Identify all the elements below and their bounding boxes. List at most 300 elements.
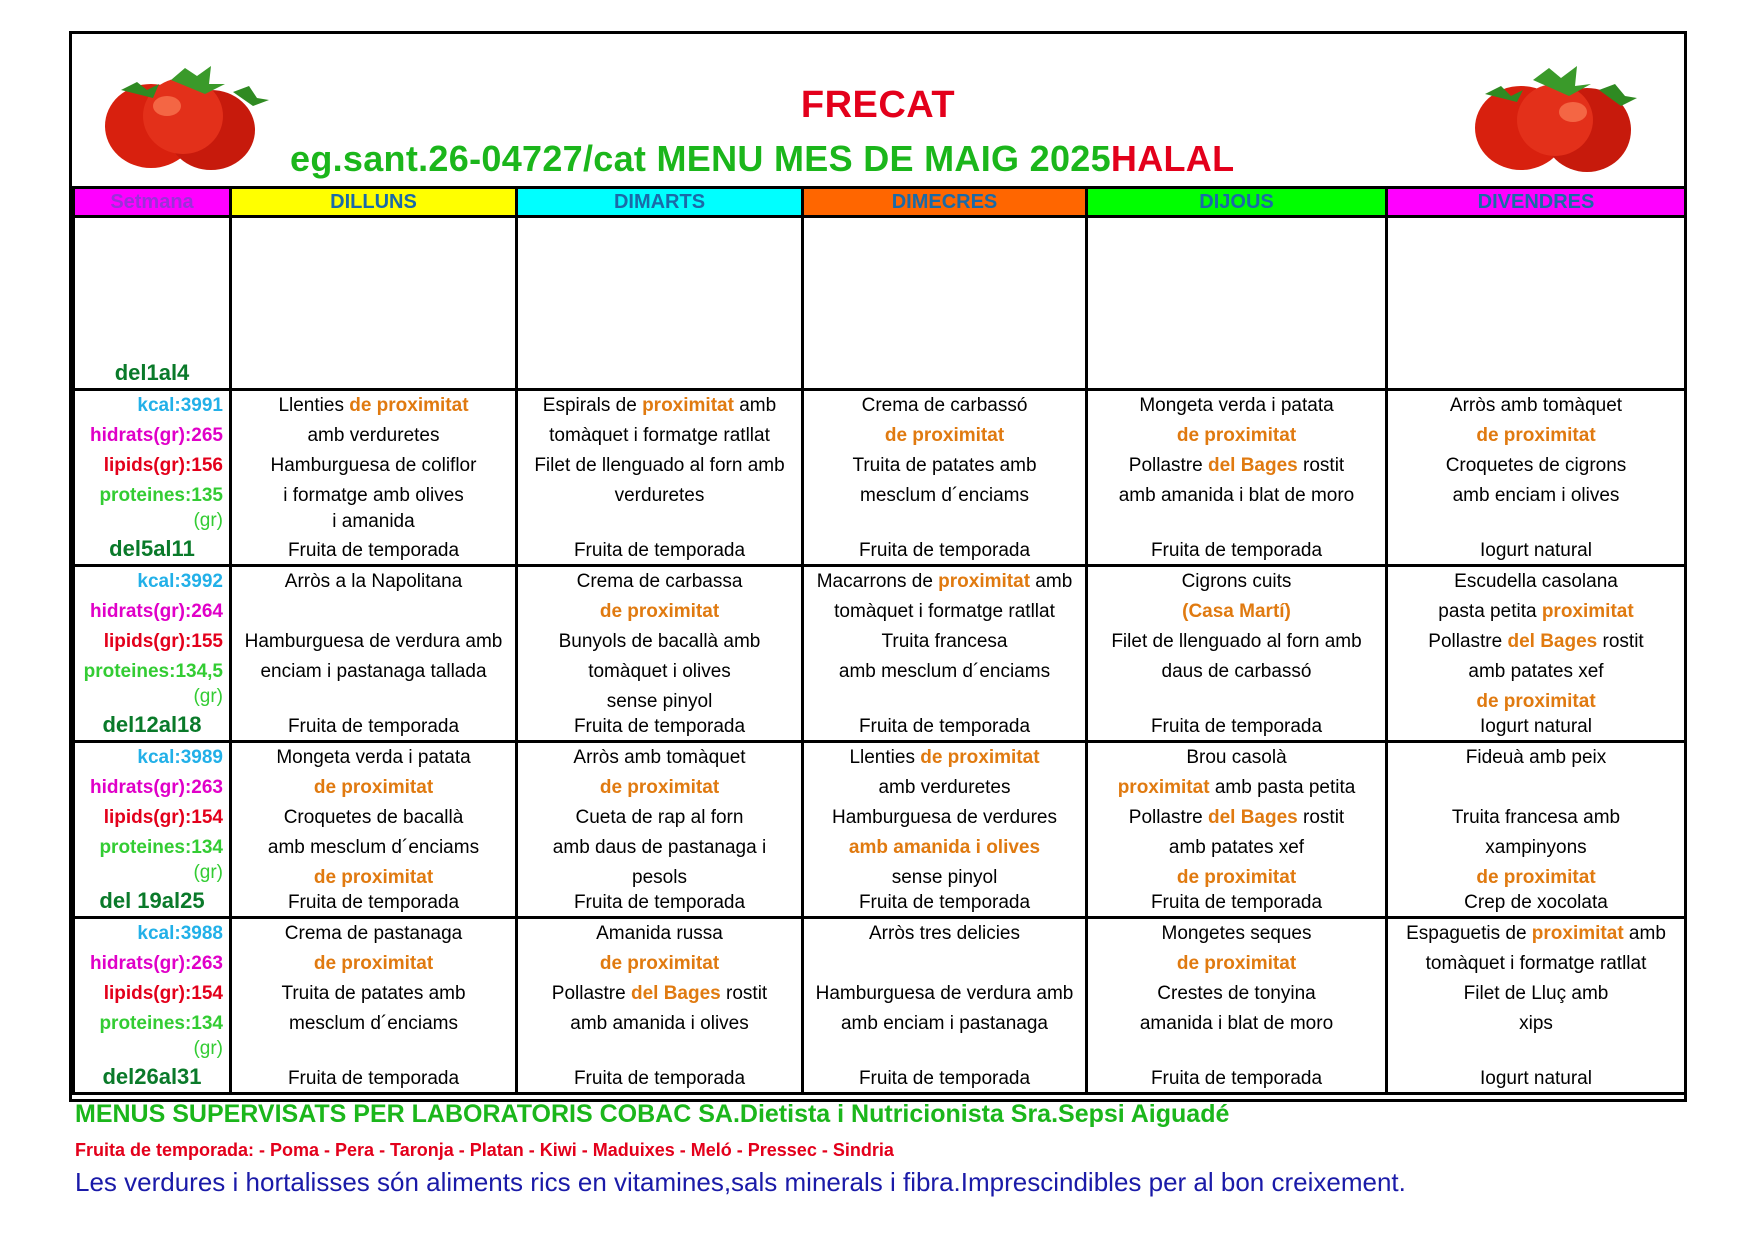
menu-line <box>232 803 515 833</box>
highlight-text: de proximitat <box>884 425 1005 446</box>
highlight-text: del Bages <box>1207 807 1298 828</box>
menu-line <box>1388 481 1684 511</box>
dish-text: Pollastre <box>551 983 631 1004</box>
menu-line <box>1388 773 1684 803</box>
menu-line <box>804 773 1085 803</box>
menu-line <box>1088 863 1385 893</box>
menu-line <box>1088 743 1385 773</box>
day-cell <box>517 390 803 566</box>
week-range: del 19al25 <box>99 888 205 913</box>
menu-line <box>1388 949 1684 979</box>
day-cell <box>231 390 517 566</box>
dish-text: Crestes de tonyina <box>1157 983 1316 1004</box>
dish-text: amb enciam i olives <box>1452 485 1620 506</box>
week-row <box>74 918 1686 1094</box>
menu-line <box>232 833 515 863</box>
week-range: del5al11 <box>109 536 195 561</box>
dish-text: Llenties <box>849 747 921 768</box>
dish-text: Filet de Lluç amb <box>1463 983 1609 1004</box>
dish-text: Hamburguesa de coliflor <box>270 455 477 476</box>
menu-line <box>804 511 1085 541</box>
week-label <box>74 742 231 918</box>
day-cell <box>231 918 517 1094</box>
days-header-row <box>74 188 1686 217</box>
protein-value: proteines:135 <box>99 485 223 506</box>
menu-line <box>1388 919 1684 949</box>
dessert-line: Fruita de temporada <box>858 892 1031 913</box>
week-row <box>74 566 1686 742</box>
highlight-text: de proximitat <box>1476 691 1596 712</box>
dessert-line: Fruita de temporada <box>287 716 460 737</box>
day-cell <box>517 217 803 390</box>
menu-line <box>804 743 1085 773</box>
menu-line <box>232 773 515 803</box>
dish-text: Crema de pastanaga <box>284 923 463 944</box>
grams-unit: (gr) <box>193 1038 223 1059</box>
menu-line <box>518 597 801 627</box>
headline-main: eg.sant.26-04727/cat MENU MES DE MAIG 2025 <box>290 138 1111 179</box>
menu-line <box>1088 597 1385 627</box>
halal-label: HALAL <box>1110 138 1235 179</box>
dessert-line: Fruita de temporada <box>1150 892 1323 913</box>
week-label <box>74 918 231 1094</box>
dish-text: amb verduretes <box>878 777 1011 798</box>
menu-line <box>1088 833 1385 863</box>
dish-text: Truita francesa amb <box>1451 807 1621 828</box>
menu-line <box>1388 597 1684 627</box>
day-cell <box>1087 566 1387 742</box>
menu-line <box>804 451 1085 481</box>
day-cell <box>1087 390 1387 566</box>
menu-line <box>1088 1009 1385 1039</box>
menu-line <box>1088 657 1385 687</box>
highlight-text: de proximitat <box>599 777 720 798</box>
dessert-line: Fruita de temporada <box>287 892 460 913</box>
menu-line <box>804 979 1085 1009</box>
dish-text: Cueta de rap al forn <box>575 807 744 828</box>
header-dilluns: DILLUNS <box>231 188 517 217</box>
dish-text: Macarrons de <box>816 571 939 592</box>
menu-line <box>1088 567 1385 597</box>
dessert-line: Fruita de temporada <box>573 1068 746 1089</box>
week-label <box>74 390 231 566</box>
menu-line <box>518 391 801 421</box>
day-cell <box>517 742 803 918</box>
header-divendres: DIVENDRES <box>1387 188 1686 217</box>
day-cell <box>1387 566 1686 742</box>
menu-line <box>804 657 1085 687</box>
day-cell <box>803 742 1087 918</box>
highlight-text: proximitat <box>938 571 1031 592</box>
header <box>72 34 1684 186</box>
dish-text: rostit <box>720 983 768 1004</box>
week-row <box>74 390 1686 566</box>
menu-line <box>1388 1039 1684 1069</box>
dish-text: Filet de llenguado al forn amb <box>1111 631 1362 652</box>
highlight-text: amb amanida i olives <box>848 837 1041 858</box>
dish-text: Arròs amb tomàquet <box>573 747 746 768</box>
highlight-text: de proximitat <box>599 601 720 622</box>
menu-line <box>1088 1039 1385 1069</box>
menu-line <box>232 949 515 979</box>
week-range: del12al18 <box>102 712 202 737</box>
dish-text: Arròs a la Napolitana <box>284 571 463 592</box>
menu-line <box>518 511 801 541</box>
day-cell <box>231 742 517 918</box>
menu-line <box>1388 511 1684 541</box>
menu-line <box>518 1009 801 1039</box>
menu-line <box>232 481 515 511</box>
dessert-line: Fruita de temporada <box>1150 716 1323 737</box>
dish-text: Crema de carbassa <box>576 571 743 592</box>
dish-text: i amanida <box>332 511 415 532</box>
menu-line <box>1088 773 1385 803</box>
highlight-text: de proximitat <box>1176 867 1297 888</box>
dish-text: Filet de llenguado al forn amb <box>534 455 785 476</box>
day-cell <box>803 390 1087 566</box>
week-range: del26al31 <box>102 1064 202 1089</box>
menu-line <box>518 863 801 893</box>
day-cell <box>1387 918 1686 1094</box>
dish-text: amanida i blat de moro <box>1139 1013 1334 1034</box>
menu-line <box>1088 627 1385 657</box>
kcal-value: kcal:3988 <box>137 923 223 944</box>
menu-line <box>232 567 515 597</box>
day-cell <box>517 918 803 1094</box>
grams-unit: (gr) <box>193 510 223 531</box>
dessert-line: Fruita de temporada <box>1150 1068 1323 1089</box>
dessert-line: Iogurt natural <box>1480 1068 1592 1089</box>
day-cell <box>1087 918 1387 1094</box>
menu-line <box>232 979 515 1009</box>
menu-line <box>1088 391 1385 421</box>
dish-text: i formatge amb olives <box>283 485 464 506</box>
menu-line <box>804 803 1085 833</box>
highlight-text: de proximitat <box>1476 867 1596 888</box>
menu-line <box>1088 803 1385 833</box>
menu-line <box>804 863 1085 893</box>
menu-line <box>232 391 515 421</box>
dessert-line: Fruita de temporada <box>287 540 460 561</box>
dish-text: verduretes <box>614 485 705 506</box>
menu-line <box>1088 979 1385 1009</box>
highlight-text: proximitat <box>1117 777 1210 798</box>
dish-text: Brou casolà <box>1186 747 1287 768</box>
menu-line <box>1088 687 1385 717</box>
dish-text: Pollastre <box>1128 807 1208 828</box>
dish-text: enciam i pastanaga tallada <box>260 661 487 682</box>
dish-text: Truita de patates amb <box>281 983 466 1004</box>
carbs-value: hidrats(gr):264 <box>89 601 223 622</box>
dish-text: amb patates xef <box>1168 837 1305 858</box>
day-cell <box>1387 390 1686 566</box>
highlight-text: del Bages <box>1507 631 1598 652</box>
header-dimecres: DIMECRES <box>803 188 1087 217</box>
dessert-line: Iogurt natural <box>1480 540 1592 561</box>
dish-text: Arròs tres delicies <box>869 923 1020 944</box>
dish-text: mesclum d´enciams <box>860 485 1029 506</box>
dish-text: Espirals de <box>542 395 643 416</box>
menu-line <box>518 627 801 657</box>
highlight-text: de proximitat <box>313 777 434 798</box>
menu-line <box>1388 803 1684 833</box>
dish-text: pesols <box>632 867 687 888</box>
week-row <box>74 742 1686 918</box>
dish-text: Cigrons cuits <box>1181 571 1292 592</box>
dish-text: Truita de patates amb <box>852 455 1037 476</box>
protein-value: proteines:134,5 <box>83 661 223 682</box>
menu-line <box>232 657 515 687</box>
week-label <box>74 217 231 390</box>
dish-text: amb <box>1623 923 1666 944</box>
menu-line <box>1388 863 1684 893</box>
week-row-empty <box>74 217 1686 390</box>
day-cell <box>1087 217 1387 390</box>
highlight-text: de proximitat <box>920 747 1040 768</box>
dish-text: Hamburguesa de verdura amb <box>244 631 503 652</box>
lipids-value: lipids(gr):156 <box>103 455 223 476</box>
menu-line <box>518 421 801 451</box>
dish-text: Pollastre <box>1128 455 1208 476</box>
highlight-text: de proximitat <box>1176 953 1297 974</box>
dish-text: Mongetes seques <box>1161 923 1312 944</box>
brand-title: FRECAT <box>800 84 956 126</box>
kcal-value: kcal:3991 <box>137 395 223 416</box>
highlight-text: de proximitat <box>599 953 720 974</box>
dish-text: tomàquet i formatge ratllat <box>1425 953 1647 974</box>
vegetables-note: Les verdures i hortalisses són aliments rics en vitamines,sals minerals i fibra.Imprescindibles per al bon creixement. <box>75 1167 1406 1197</box>
menu-line <box>1388 391 1684 421</box>
dish-text: amb enciam i pastanaga <box>840 1013 1048 1034</box>
dessert-line: Fruita de temporada <box>287 1068 460 1089</box>
highlight-text: del Bages <box>1207 455 1298 476</box>
dish-text: amb daus de pastanaga i <box>552 837 767 858</box>
dish-text: Escudella casolana <box>1454 571 1618 592</box>
lipids-value: lipids(gr):155 <box>103 631 223 652</box>
dish-text: tomàquet i formatge ratllat <box>834 601 1055 622</box>
kcal-value: kcal:3992 <box>137 571 223 592</box>
dish-text: xampinyons <box>1485 837 1587 858</box>
menu-line <box>1088 421 1385 451</box>
dish-text: rostit <box>1297 455 1345 476</box>
carbs-value: hidrats(gr):263 <box>89 953 223 974</box>
menu-line <box>518 773 801 803</box>
menu-line <box>232 687 515 717</box>
menu-table <box>72 186 1687 1095</box>
carbs-value: hidrats(gr):265 <box>89 425 223 446</box>
week-label <box>74 566 231 742</box>
dish-text: Amanida russa <box>596 923 723 944</box>
menu-line <box>804 1039 1085 1069</box>
menu-line <box>518 833 801 863</box>
dessert-line: Fruita de temporada <box>858 1068 1031 1089</box>
dish-text: sense pinyol <box>606 691 713 712</box>
dish-text: amb amanida i blat de moro <box>1118 485 1355 506</box>
dessert-line: Fruita de temporada <box>573 716 746 737</box>
menu-line <box>804 949 1085 979</box>
menu-line <box>518 743 801 773</box>
menu-line <box>232 511 515 533</box>
highlight-text: de proximitat <box>1176 425 1297 446</box>
menu-headline <box>290 138 1234 180</box>
menu-line <box>1388 567 1684 597</box>
dish-text: Arròs amb tomàquet <box>1449 395 1623 416</box>
menu-line <box>518 919 801 949</box>
dish-text: Hamburguesa de verdures <box>832 807 1057 828</box>
menu-line <box>804 421 1085 451</box>
menu-frame <box>69 31 1687 1102</box>
menu-line <box>1388 657 1684 687</box>
header-dimarts: DIMARTS <box>517 188 803 217</box>
menu-line <box>1088 919 1385 949</box>
day-cell <box>1387 742 1686 918</box>
dish-text: Llenties <box>278 395 350 416</box>
dessert-line: Crep de xocolata <box>1464 892 1608 913</box>
day-cell <box>231 217 517 390</box>
menu-line <box>518 567 801 597</box>
menu-line <box>1388 687 1684 717</box>
menu-line <box>804 567 1085 597</box>
dessert-line: Iogurt natural <box>1480 716 1592 737</box>
dish-text: amb <box>733 395 777 416</box>
menu-line <box>232 627 515 657</box>
protein-value: proteines:134 <box>99 837 223 858</box>
grams-unit: (gr) <box>193 686 223 707</box>
dish-text: amb pasta petita <box>1209 777 1356 798</box>
grams-unit: (gr) <box>193 862 223 883</box>
menu-line <box>1388 451 1684 481</box>
menu-line <box>1088 451 1385 481</box>
dish-text: tomàquet i formatge ratllat <box>549 425 770 446</box>
protein-value: proteines:134 <box>99 1013 223 1034</box>
dish-text: daus de carbassó <box>1161 661 1312 682</box>
dish-text: amb verduretes <box>307 425 440 446</box>
dessert-line: Fruita de temporada <box>573 540 746 561</box>
week-range: del1al4 <box>114 360 190 385</box>
header-setmana: Setmana <box>74 188 231 217</box>
supervision-note: MENUS SUPERVISATS PER LABORATORIS COBAC SA.Dietista i Nutricionista Sra.Sepsi Aiguadé <box>75 1100 1230 1128</box>
menu-line <box>804 391 1085 421</box>
menu-line <box>232 743 515 773</box>
menu-line <box>804 627 1085 657</box>
highlight-text: de proximitat <box>313 953 434 974</box>
day-cell <box>803 217 1087 390</box>
dish-text: amb patates xef <box>1468 661 1604 682</box>
menu-line <box>804 833 1085 863</box>
menu-line <box>232 863 515 893</box>
dish-text: amb <box>1030 571 1073 592</box>
dish-text: xips <box>1519 1013 1553 1034</box>
menu-line <box>804 1009 1085 1039</box>
dessert-line: Fruita de temporada <box>573 892 746 913</box>
menu-line <box>518 803 801 833</box>
highlight-text: (Casa Martí) <box>1182 601 1291 622</box>
menu-line <box>1088 481 1385 511</box>
dish-text: rostit <box>1297 807 1345 828</box>
dish-text: sense pinyol <box>891 867 998 888</box>
dish-text: amb mesclum d´enciams <box>267 837 480 858</box>
day-cell <box>803 566 1087 742</box>
dish-text: amb amanida i olives <box>570 1013 749 1034</box>
dish-text: Bunyols de bacallà amb <box>558 631 761 652</box>
dish-text: Croquetes de bacallà <box>283 807 464 828</box>
menu-line <box>232 451 515 481</box>
dish-text: Mongeta verda i patata <box>276 747 471 768</box>
dish-text: Pollastre <box>1428 631 1508 652</box>
menu-line <box>232 1039 515 1069</box>
seasonal-fruits: Fruita de temporada: - Poma - Pera - Taronja - Platan - Kiwi - Maduixes - Meló - Pressec - Sindria <box>75 1140 894 1160</box>
dish-text: Crema de carbassó <box>861 395 1028 416</box>
dish-text: mesclum d´enciams <box>289 1013 458 1034</box>
menu-line <box>1388 979 1684 1009</box>
dish-text: rostit <box>1597 631 1644 652</box>
highlight-text: del Bages <box>630 983 721 1004</box>
menu-line <box>804 481 1085 511</box>
menu-line <box>1388 743 1684 773</box>
dish-text: Mongeta verda i patata <box>1139 395 1334 416</box>
day-cell <box>231 566 517 742</box>
dish-text: Espaguetis de <box>1406 923 1532 944</box>
highlight-text: proximitat <box>1541 601 1634 622</box>
menu-line <box>1388 421 1684 451</box>
menu-line <box>518 1039 801 1069</box>
day-cell <box>517 566 803 742</box>
lipids-value: lipids(gr):154 <box>103 983 223 1004</box>
menu-line <box>518 949 801 979</box>
highlight-text: de proximitat <box>349 395 469 416</box>
dessert-line: Fruita de temporada <box>1150 540 1323 561</box>
menu-line <box>518 451 801 481</box>
menu-line <box>1088 949 1385 979</box>
menu-line <box>804 919 1085 949</box>
dessert-line: Fruita de temporada <box>858 716 1031 737</box>
day-cell <box>803 918 1087 1094</box>
menu-line <box>1388 833 1684 863</box>
highlight-text: de proximitat <box>313 867 434 888</box>
menu-line <box>518 481 801 511</box>
menu-line <box>804 597 1085 627</box>
dish-text: amb mesclum d´enciams <box>838 661 1051 682</box>
day-cell <box>1087 742 1387 918</box>
menu-line <box>232 1009 515 1039</box>
dish-text: Hamburguesa de verdura amb <box>815 983 1074 1004</box>
dish-text: Truita francesa <box>881 631 1008 652</box>
menu-line <box>804 687 1085 717</box>
menu-line <box>232 919 515 949</box>
kcal-value: kcal:3989 <box>137 747 223 768</box>
menu-line <box>518 657 801 687</box>
menu-line <box>1088 511 1385 541</box>
header-dijous: DIJOUS <box>1087 188 1387 217</box>
menu-line <box>1388 1009 1684 1039</box>
lipids-value: lipids(gr):154 <box>103 807 223 828</box>
dish-text: Croquetes de cigrons <box>1445 455 1627 476</box>
menu-line <box>232 597 515 627</box>
menu-line <box>518 979 801 1009</box>
menu-line <box>232 421 515 451</box>
dish-text: pasta petita <box>1438 601 1542 622</box>
dessert-line: Fruita de temporada <box>858 540 1031 561</box>
menu-line <box>1388 627 1684 657</box>
menu-line <box>518 687 801 717</box>
highlight-text: de proximitat <box>1476 425 1596 446</box>
dish-text: Fideuà amb peix <box>1465 747 1607 768</box>
carbs-value: hidrats(gr):263 <box>89 777 223 798</box>
day-cell <box>1387 217 1686 390</box>
dish-text: tomàquet i olives <box>588 661 731 682</box>
highlight-text: proximitat <box>1531 923 1624 944</box>
highlight-text: proximitat <box>642 395 734 416</box>
